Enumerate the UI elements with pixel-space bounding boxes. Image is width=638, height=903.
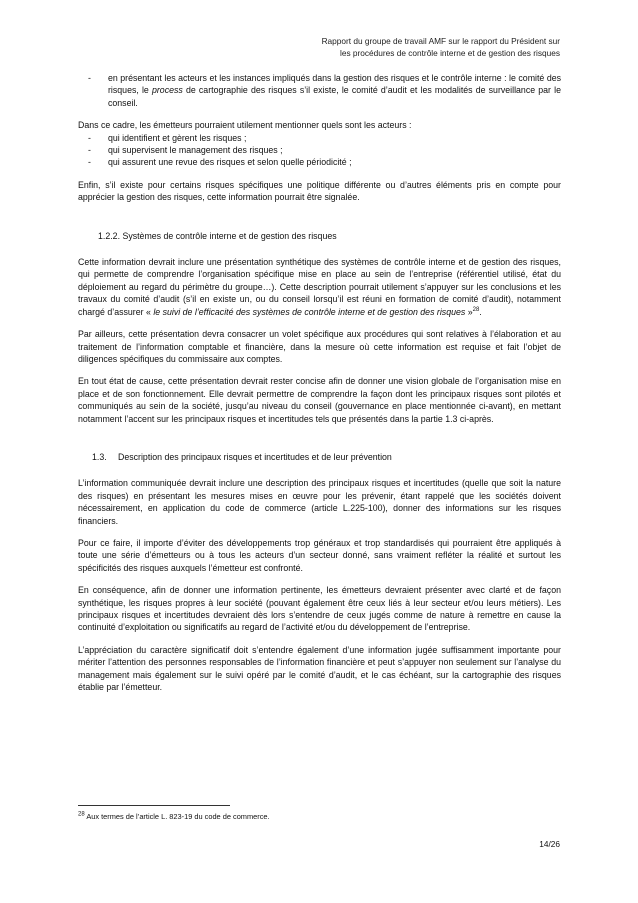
list-item: - qui supervisent le management des risques ; xyxy=(88,145,283,156)
footnote-text: Aux termes de l’article L. 823-19 du code de commerce. xyxy=(84,812,270,821)
paragraph-pour-ce-faire: Pour ce faire, il importe d’éviter des développements trop généraux et trop standardisés qui pourraient être appliqués à toute une série d’émetteurs ou à tous les acteurs d’un secteur donné, sans vraiment refléter la réalité et surtout les spécificités des risques auxquels l’émetteur est confronté. xyxy=(78,537,561,573)
paragraph-actors: Dans ce cadre, les émetteurs pourraient utilement mentionner quels sont les acteurs : xyxy=(78,120,412,131)
section-heading-1-2-2: 1.2.2. Systèmes de contrôle interne et de gestion des risques xyxy=(98,230,337,241)
page-number: 14/26 xyxy=(539,839,560,849)
list-dash: - xyxy=(88,73,91,83)
section-number: 1.3. xyxy=(92,451,107,462)
emphasis: process xyxy=(151,85,183,96)
body-content xyxy=(78,72,561,703)
list-item: - qui assurent une revue des risques et selon quelle périodicité ; xyxy=(88,157,352,168)
header-line-2: les procédures de contrôle interne et de gestion des risques xyxy=(339,47,560,58)
footnote-number: 28 xyxy=(78,811,85,818)
list-dash: - xyxy=(88,132,91,143)
list-item: - qui identifient et gèrent les risques ; xyxy=(88,132,247,143)
list-item: - en présentant les acteurs et les instances impliqués dans la gestion des risques et le contrôle interne : le comité des risques, le process de cartographie des risques s’il existe, le comité d’audit et les modalités de surveillance par le conseil. xyxy=(88,73,561,108)
list-dash: - xyxy=(88,145,91,156)
intro-list xyxy=(78,72,561,109)
paragraph-cette-information: Cette information devrait inclure une présentation synthétique des systèmes de contrôle interne et de gestion des risques, qui permette de comprendre l’organisation spécifique mise en place au sein de l’entreprise (référentiel utilisé, état du déploiement au regard du périmètre du groupe…). Cette description pourrait utilement s’appuyer sur les conclusions et les travaux du comité d’audit (s’il en existe un, ou du conseil lorsqu’il est réuni en formation de comité d’audit), notamment chargé d’assurer « le suivi de l’efficacité des systèmes de contrôle interne et de gestion des risques »$^{28}$. xyxy=(78,257,561,317)
actors-list xyxy=(78,132,561,169)
footnote xyxy=(78,812,561,822)
footnote-reference[interactable]: 28 xyxy=(472,306,480,313)
list-dash: - xyxy=(88,157,91,168)
paragraph-appreciation: L’appréciation du caractère significatif doit s’entendre également d’une information jugée suffisamment importante pour mériter l’attention des personnes responsables de l’information financière et peut s’appuyer non seulement sur l’analyse du management mais également sur le suivi opéré par le comité d’audit, et le cas échéant, sur la cartographie des risques établie par l’émetteur. xyxy=(78,644,561,693)
section-heading-1-3 xyxy=(92,451,561,463)
paragraph-enfin: Enfin, s’il existe pour certains risques spécifiques une politique différente ou d’autres éléments pris en compte pour apprécier la gestion des risques, cette information pourrait être signalée. xyxy=(78,179,561,203)
footnote-separator xyxy=(78,805,230,806)
running-header xyxy=(230,36,560,59)
paragraph-information-communiquee: L’information communiquée devrait inclure une description des principaux risques et incertitudes (quelle que soit la nature des risques) en présentant les mesures mises en œuvre pour les prévenir, étant rappelé que les sociétés doivent nécessairement, en application du code de commerce (article L.225-100), donner des informations sur les risques financiers. xyxy=(78,478,561,526)
section-title: Description des principaux risques et incertitudes et de leur prévention xyxy=(118,451,392,462)
header-line-1: Rapport du groupe de travail AMF sur le rapport du Président sur xyxy=(321,36,560,46)
paragraph-en-consequence: En conséquence, afin de donner une information pertinente, les émetteurs devraient présenter avec clarté et de façon synthétique, les risques propres à leur société (pouvant également être ceux liés à leur secteur et/ou leurs métiers). Les principaux risques et incertitudes devraient dès lors s’entendre de ceux jugés comme de nature à remettre en cause la continuité d’exploitation ou significatifs au regard de l’activité et/ou du développement de l’entreprise. xyxy=(78,585,561,633)
paragraph-par-ailleurs: Par ailleurs, cette présentation devra consacrer un volet spécifique aux procédures qui sont relatives à l’élaboration et au traitement de l’information comptable et financière, dans la mesure où cette information est requise et fait l’objet de diligences spécifiques du commissaire aux comptes. xyxy=(78,329,561,364)
paragraph-en-tout-etat: En tout état de cause, cette présentation devrait rester concise afin de donner une vision globale de l’organisation mise en place et de son fonctionnement. Elle devrait permettre de comprendre la façon dont les principaux risques sont pilotés et communiqués au sein de la société, jusqu’au niveau du conseil (gouvernance en place mentionnée ci-avant), en mettant notamment l’accent sur les principaux risques et incertitudes tels que présentés dans la partie 1.3 ci-après. xyxy=(78,376,561,424)
emphasis-quote: le suivi de l’efficacité des systèmes de contrôle interne et de gestion des risques xyxy=(153,306,466,317)
